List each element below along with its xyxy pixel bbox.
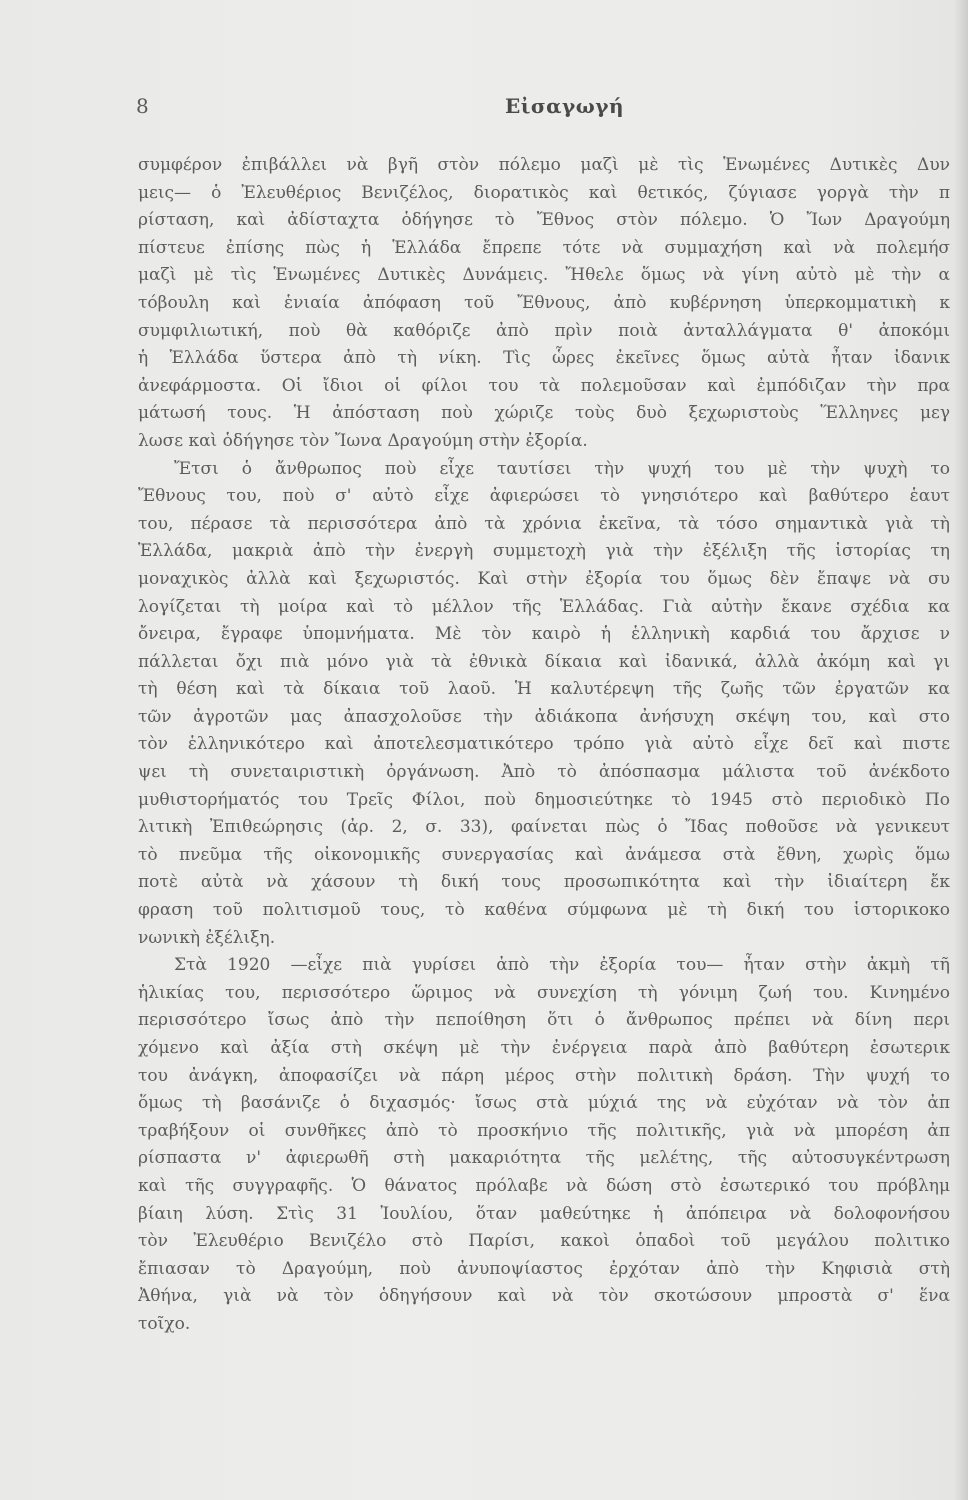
text-line: τὴ θέση καὶ τὰ δίκαια τοῦ λαοῦ. Ἡ καλυτέρεψη τῆς ζωῆς τῶν ἐργατῶν κα — [138, 679, 950, 700]
text-line: περισσότερο ἴσως ἀπὸ τὴν πεποίθηση ὅτι ὁ ἄνθρωπος πρέπει νὰ δίνη περι — [138, 1010, 950, 1031]
text-line: ποτὲ αὐτὰ νὰ χάσουν τὴ δική τους προσωπικότητα καὶ τὴν ἰδιαίτερη ἔκ — [138, 872, 950, 893]
text-line: Ἔθνους του, ποὺ σ' αὐτὸ εἶχε ἀφιερώσει τὸ γνησιότερο καὶ βαθύτερο ἑαυτ — [138, 486, 950, 507]
text-line: ἀνεφάρμοστα. Οἱ ἴδιοι οἱ φίλοι του τὰ πολεμοῦσαν καὶ ἐμπόδιζαν τὴν πρα — [138, 375, 950, 396]
text-line: τὸ πνεῦμα τῆς οἰκονομικῆς συνεργασίας καὶ ἀνάμεσα στὰ ἔθνη, χωρὶς ὅμω — [138, 844, 950, 865]
text-line: μυθιστορήματός του Τρεῖς Φίλοι, ποὺ δημοσιεύτηκε τὸ 1945 στὸ περιοδικὸ Πο — [138, 789, 950, 810]
page-number: 8 — [136, 94, 149, 118]
text-line: Ἀθήνα, γιὰ νὰ τὸν ὁδηγήσουν καὶ νὰ τὸν σκοτώσουν μπροστὰ σ' ἕνα — [138, 1286, 950, 1307]
text-line: νωνικὴ ἐξέλιξη. — [138, 927, 276, 948]
text-line: του ἀνάγκη, ἀποφασίζει νὰ πάρη μέρος στὴν πολιτικὴ δράση. Τὴν ψυχή το — [138, 1065, 950, 1086]
text-line: ἔπιασαν τὸ Δραγούμη, ποὺ ἀνυποψίαστος ἐρχόταν ἀπὸ τὴν Κηφισιὰ στὴ — [138, 1258, 950, 1279]
text-line: Στὰ 1920 —εἶχε πιὰ γυρίσει ἀπὸ τὴν ἐξορία του— ἦταν στὴν ἀκμὴ τῆ — [174, 955, 950, 976]
text-line: ρίσπαστα ν' ἀφιερωθῆ στὴ μακαριότητα τῆς μελέτης, τῆς αὐτοσυγκέντρωση — [138, 1148, 950, 1169]
text-line: τὸν Ἐλευθέριο Βενιζέλο στὸ Παρίσι, κακοὶ ὁπαδοὶ τοῦ μεγάλου πολιτικο — [138, 1231, 950, 1252]
text-line: λωσε καὶ ὁδήγησε τὸν Ἴωνα Δραγούμη στὴν ἐξορία. — [138, 430, 588, 451]
text-line: ὅμως τὴ βασάνιζε ὁ διχασμός· ἴσως στὰ μύχιά της νὰ εὐχόταν νὰ τὸν ἀπ — [138, 1093, 950, 1114]
text-line: τραβήξουν οἱ συνθῆκες ἀπὸ τὸ προσκήνιο τῆς πολιτικῆς, γιὰ νὰ μπορέση ἀπ — [138, 1120, 950, 1141]
body-text — [138, 152, 950, 1452]
text-line: συμφέρον ἐπιβάλλει νὰ βγῆ στὸν πόλεμο μαζὶ μὲ τὶς Ἑνωμένες Δυτικὲς Δυν — [138, 155, 950, 175]
text-line: τοῖχο. — [138, 1313, 191, 1334]
text-line: πάλλεται ὄχι πιὰ μόνο γιὰ τὰ ἐθνικὰ δίκαια καὶ ἰδανικά, ἀλλὰ ἀκόμη καὶ γι — [138, 651, 950, 672]
text-line: χόμενο καὶ ἀξία στὴ σκέψη μὲ τὴν ἐνέργεια παρὰ ἀπὸ βαθύτερη ἐσωτερικ — [138, 1038, 950, 1058]
text-line: Ἔτσι ὁ ἄνθρωπος ποὺ εἶχε ταυτίσει τὴν ψυχή του μὲ τὴν ψυχὴ το — [174, 458, 950, 479]
text-line: βίαιη λύση. Στὶς 31 Ἰουλίου, ὅταν μαθεύτηκε ἡ ἀπόπειρα νὰ δολοφονήσου — [138, 1203, 950, 1224]
text-line: ἡ Ἑλλάδα ὕστερα ἀπὸ τὴ νίκη. Τὶς ὧρες ἐκεῖνες ὅμως αὐτὰ ἦταν ἰδανικ — [138, 348, 950, 369]
text-line: λιτικὴ Ἐπιθεώρησις (ἀρ. 2, σ. 33), φαίνεται πὼς ὁ Ἴδας ποθοῦσε νὰ γενικευτ — [138, 817, 950, 838]
text-line: Ἑλλάδα, μακριὰ ἀπὸ τὴν ἐνεργὴ συμμετοχὴ γιὰ τὴν ἐξέλιξη τῆς ἱστορίας τη — [138, 541, 950, 562]
text-line: φραση τοῦ πολιτισμοῦ τους, τὸ καθένα σύμφωνα μὲ τὴ δική του ἱστορικοκο — [138, 900, 950, 921]
text-line: λογίζεται τὴ μοίρα καὶ τὸ μέλλον τῆς Ἑλλάδας. Γιὰ αὐτὴν ἔκανε σχέδια κα — [138, 596, 950, 617]
text-line: του, πέρασε τὰ περισσότερα ἀπὸ τὰ χρόνια ἐκεῖνα, τὰ τόσο σημαντικὰ γιὰ τὴ — [138, 513, 950, 534]
text-line: μοναχικὸς ἀλλὰ καὶ ξεχωριστός. Καὶ στὴν ἐξορία του ὅμως δὲν ἔπαψε νὰ συ — [138, 568, 950, 589]
text-line: ρίσταση, καὶ ἀδίσταχτα ὁδήγησε τὸ Ἔθνος στὸν πόλεμο. Ὁ Ἴων Δραγούμη — [138, 210, 950, 231]
text-line: καὶ τῆς συγγραφῆς. Ὁ θάνατος πρόλαβε νὰ δώση στὸ ἐσωτερικό του πρόβλημ — [138, 1175, 950, 1196]
page-header — [0, 94, 968, 124]
text-line: ψει τὴ συνεταιριστικὴ ὀργάνωση. Ἀπὸ τὸ ἀπόσπασμα μάλιστα τοῦ ἀνέκδοτο — [138, 762, 950, 783]
text-line: συμφιλιωτική, ποὺ θὰ καθόριζε ἀπὸ πρὶν ποιὰ ἀνταλλάγματα θ' ἀποκόμι — [138, 320, 950, 341]
text-line: τὸν ἑλληνικότερο καὶ ἀποτελεσματικότερο τρόπο γιὰ αὐτὸ εἶχε δεῖ καὶ πιστε — [138, 734, 950, 755]
text-line: ὄνειρα, ἔγραφε ὑπομνήματα. Μὲ τὸν καιρὸ ἡ ἑλληνικὴ καρδιά του ἄρχισε ν — [138, 624, 950, 645]
text-line: πίστευε ἐπίσης πὼς ἡ Ἑλλάδα ἔπρεπε τότε νὰ συμμαχήση καὶ νὰ πολεμήσ — [138, 237, 950, 258]
text-line: τῶν ἀγροτῶν μας ἀπασχολοῦσε τὴν ἀδιάκοπα ἀνήσυχη σκέψη του, καὶ στο — [138, 706, 950, 727]
text-line: μεις— ὁ Ἐλευθέριος Βενιζέλος, διορατικὸς καὶ θετικός, ζύγιασε γοργὰ τὴν π — [138, 182, 950, 203]
page-edge-shadow — [954, 0, 968, 1500]
text-line: τόβουλη καὶ ἑνιαία ἀπόφαση τοῦ Ἔθνους, ἀπὸ κυβέρνηση ὑπερκομματικὴ κ — [138, 292, 950, 313]
running-head: Εἰσαγωγή — [505, 94, 625, 118]
text-line: μάτωσή τους. Ἡ ἀπόσταση ποὺ χώριζε τοὺς δυὸ ξεχωριστοὺς Ἕλληνες μεγ — [138, 403, 950, 424]
text-line: μαζὶ μὲ τὶς Ἑνωμένες Δυτικὲς Δυνάμεις. Ἤθελε ὅμως νὰ γίνη αὐτὸ μὲ τὴν α — [138, 265, 950, 286]
text-line: ἡλικίας του, περισσότερο ὥριμος νὰ συνεχίση τὴ γόνιμη ζωή του. Κινημένο — [138, 982, 950, 1003]
